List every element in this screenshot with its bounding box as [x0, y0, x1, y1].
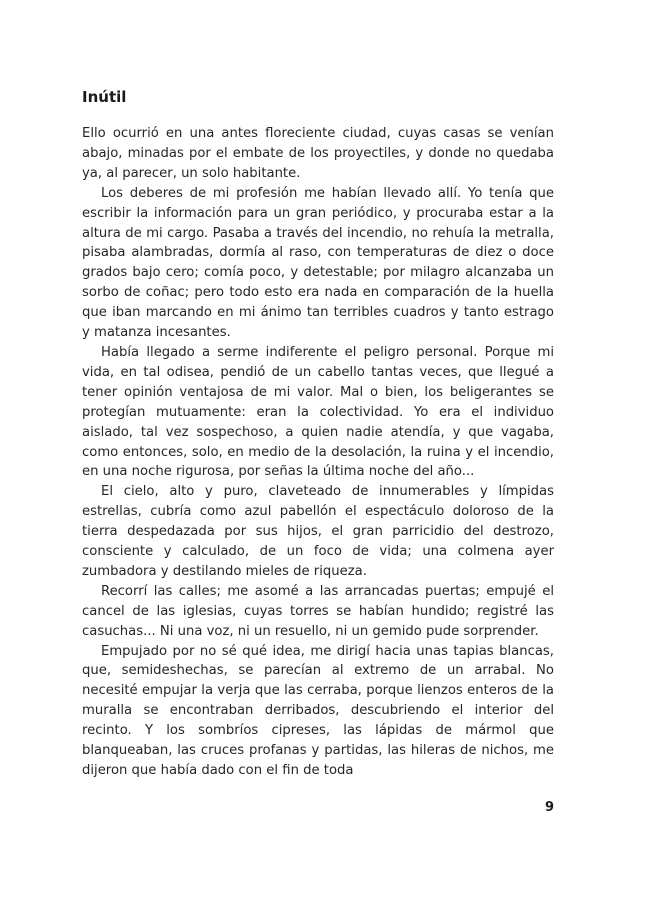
paragraph-1: Ello ocurrió en una antes floreciente ciudad, cuyas casas se venían abajo, minadas por el embate de los proyectiles, y donde no quedaba ya, al parecer, un solo habitante.	[82, 126, 554, 181]
paragraph-5: Recorrí las calles; me asomé a las arrancadas puertas; empujé el cancel de las iglesias, cuyas torres se habían hundido; registré las casuchas... Ni una voz, ni un resuello, ni un gemido pude sorprender.	[82, 583, 554, 639]
body-text	[82, 124, 554, 781]
chapter-title: Inútil	[82, 88, 127, 106]
paragraph-3: Había llegado a serme indiferente el peligro personal. Porque mi vida, en tal odisea, pendió de un cabello tantas veces, que llegué a tener opinión ventajosa de mi valor. Mal o bien, los beligerantes se protegían mutuamente: eran la colectividad. Yo era el individuo aislado, tal vez sospechoso, a quien nadie atendía, y que vagaba, como entonces, solo, en medio de la desolación, la ruina y el incendio, en una noche rigurosa, por señas la última noche del año...	[82, 344, 554, 480]
paragraph-4: El cielo, alto y puro, claveteado de innumerables y límpidas estrellas, cubría como azul pabellón el espectáculo doloroso de la tierra despedazada por sus hijos, el gran parricidio del destrozo, consciente y calculado, de un foco de vida; una colmena ayer zumbadora y destilando mieles de riqueza.	[82, 484, 554, 579]
paragraph-2: Los deberes de mi profesión me habían llevado allí. Yo tenía que escribir la información para un gran periódico, y procuraba estar a la altura de mi cargo. Pasaba a través del incendio, no rehuía la metralla, pisaba alambradas, dormía al raso, con temperaturas de diez o doce grados bajo cero; comía poco, y detestable; por milagro alcanzaba un sorbo de coñac; pero todo esto era nada en comparación de la huella que iban marcando en mi ánimo tan terribles cuadros y tanto estrago y matanza incesantes.	[82, 185, 554, 341]
paragraph-6: Empujado por no sé qué idea, me dirigí hacia unas tapias blancas, que, semideshechas, se parecían al extremo de un arrabal. No necesité empujar la verja que las cerraba, porque lienzos enteros de la muralla se encontraban derribados, descubriendo el interior del recinto. Y los sombríos cipreses, las lápidas de mármol que blanqueaban, las cruces profanas y partidas, las hileras de nichos, me dijeron que había dado con el fin de toda	[82, 643, 554, 778]
page-number: 9	[544, 800, 554, 815]
